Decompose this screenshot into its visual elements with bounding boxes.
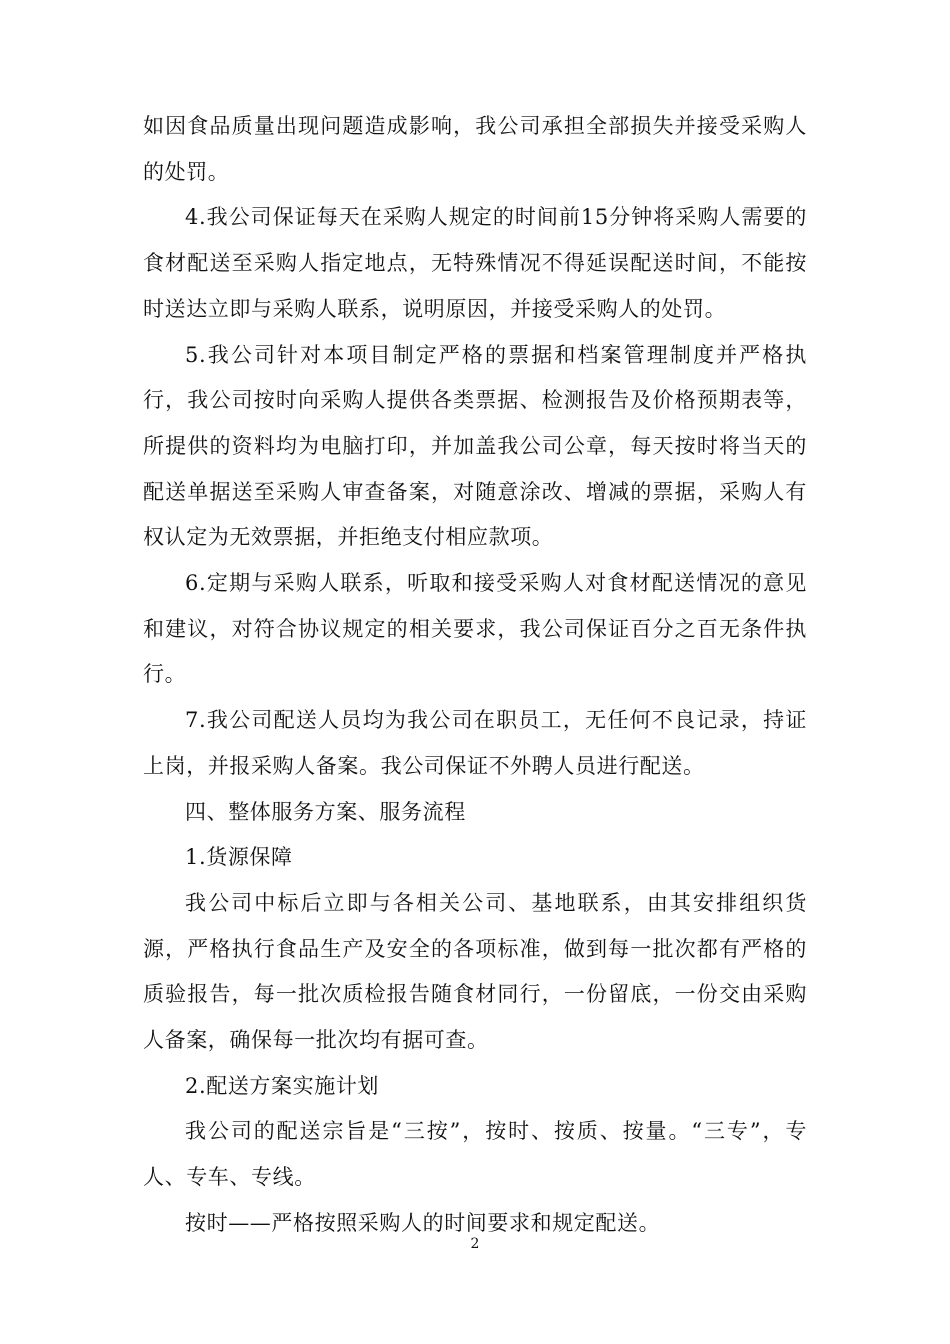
- paragraph-continuation: 如因食品质量出现问题造成影响，我公司承担全部损失并接受采购人的处罚。: [143, 114, 807, 184]
- subheading-delivery-plan: 2.配送方案实施计划: [185, 1073, 380, 1098]
- body-text: [143, 104, 807, 1247]
- subheading-supply-guarantee: 1.货源保障: [185, 845, 293, 870]
- paragraph-item-4: 4.我公司保证每天在采购人规定的时间前15分钟将采购人需要的食材配送至采购人指定地点，无特殊情况不得延误配送时间，不能按时送达立即与采购人联系，说明原因，并接受采购人的处罚。: [143, 205, 807, 321]
- paragraph-item-6: 6.定期与采购人联系，听取和接受采购人对食材配送情况的意见和建议，对符合协议规定的相关要求，我公司保证百分之百无条件执行。: [143, 571, 807, 687]
- paragraph-supply-guarantee: 我公司中标后立即与各相关公司、基地联系，由其安排组织货源，严格执行食品生产及安全的各项标准，做到每一批次都有严格的质验报告，每一批次质检报告随食材同行，一份留底，一份交由采购人备案，确保每一批次均有据可查。: [143, 890, 807, 1053]
- paragraph-on-time: 按时——严格按照采购人的时间要求和规定配送。: [185, 1210, 661, 1235]
- page-number: 2: [470, 1236, 480, 1252]
- paragraph-delivery-tenet: 我公司的配送宗旨是“三按”，按时、按质、按量。“三专”，专人、专车、专线。: [143, 1119, 807, 1190]
- paragraph-item-5: 5.我公司针对本项目制定严格的票据和档案管理制度并严格执行，我公司按时向采购人提供各类票据、检测报告及价格预期表等，所提供的资料均为电脑打印，并加盖我公司公章，每天按时将当天的配送单据送至采购人审查备案，对随意涂改、增减的票据，采购人有权认定为无效票据，并拒绝支付相应款项。: [143, 342, 807, 550]
- section-heading-4: 四、整体服务方案、服务流程: [185, 799, 466, 824]
- paragraph-item-7: 7.我公司配送人员均为我公司在职员工，无任何不良记录，持证上岗，并报采购人备案。我公司保证不外聘人员进行配送。: [143, 708, 807, 778]
